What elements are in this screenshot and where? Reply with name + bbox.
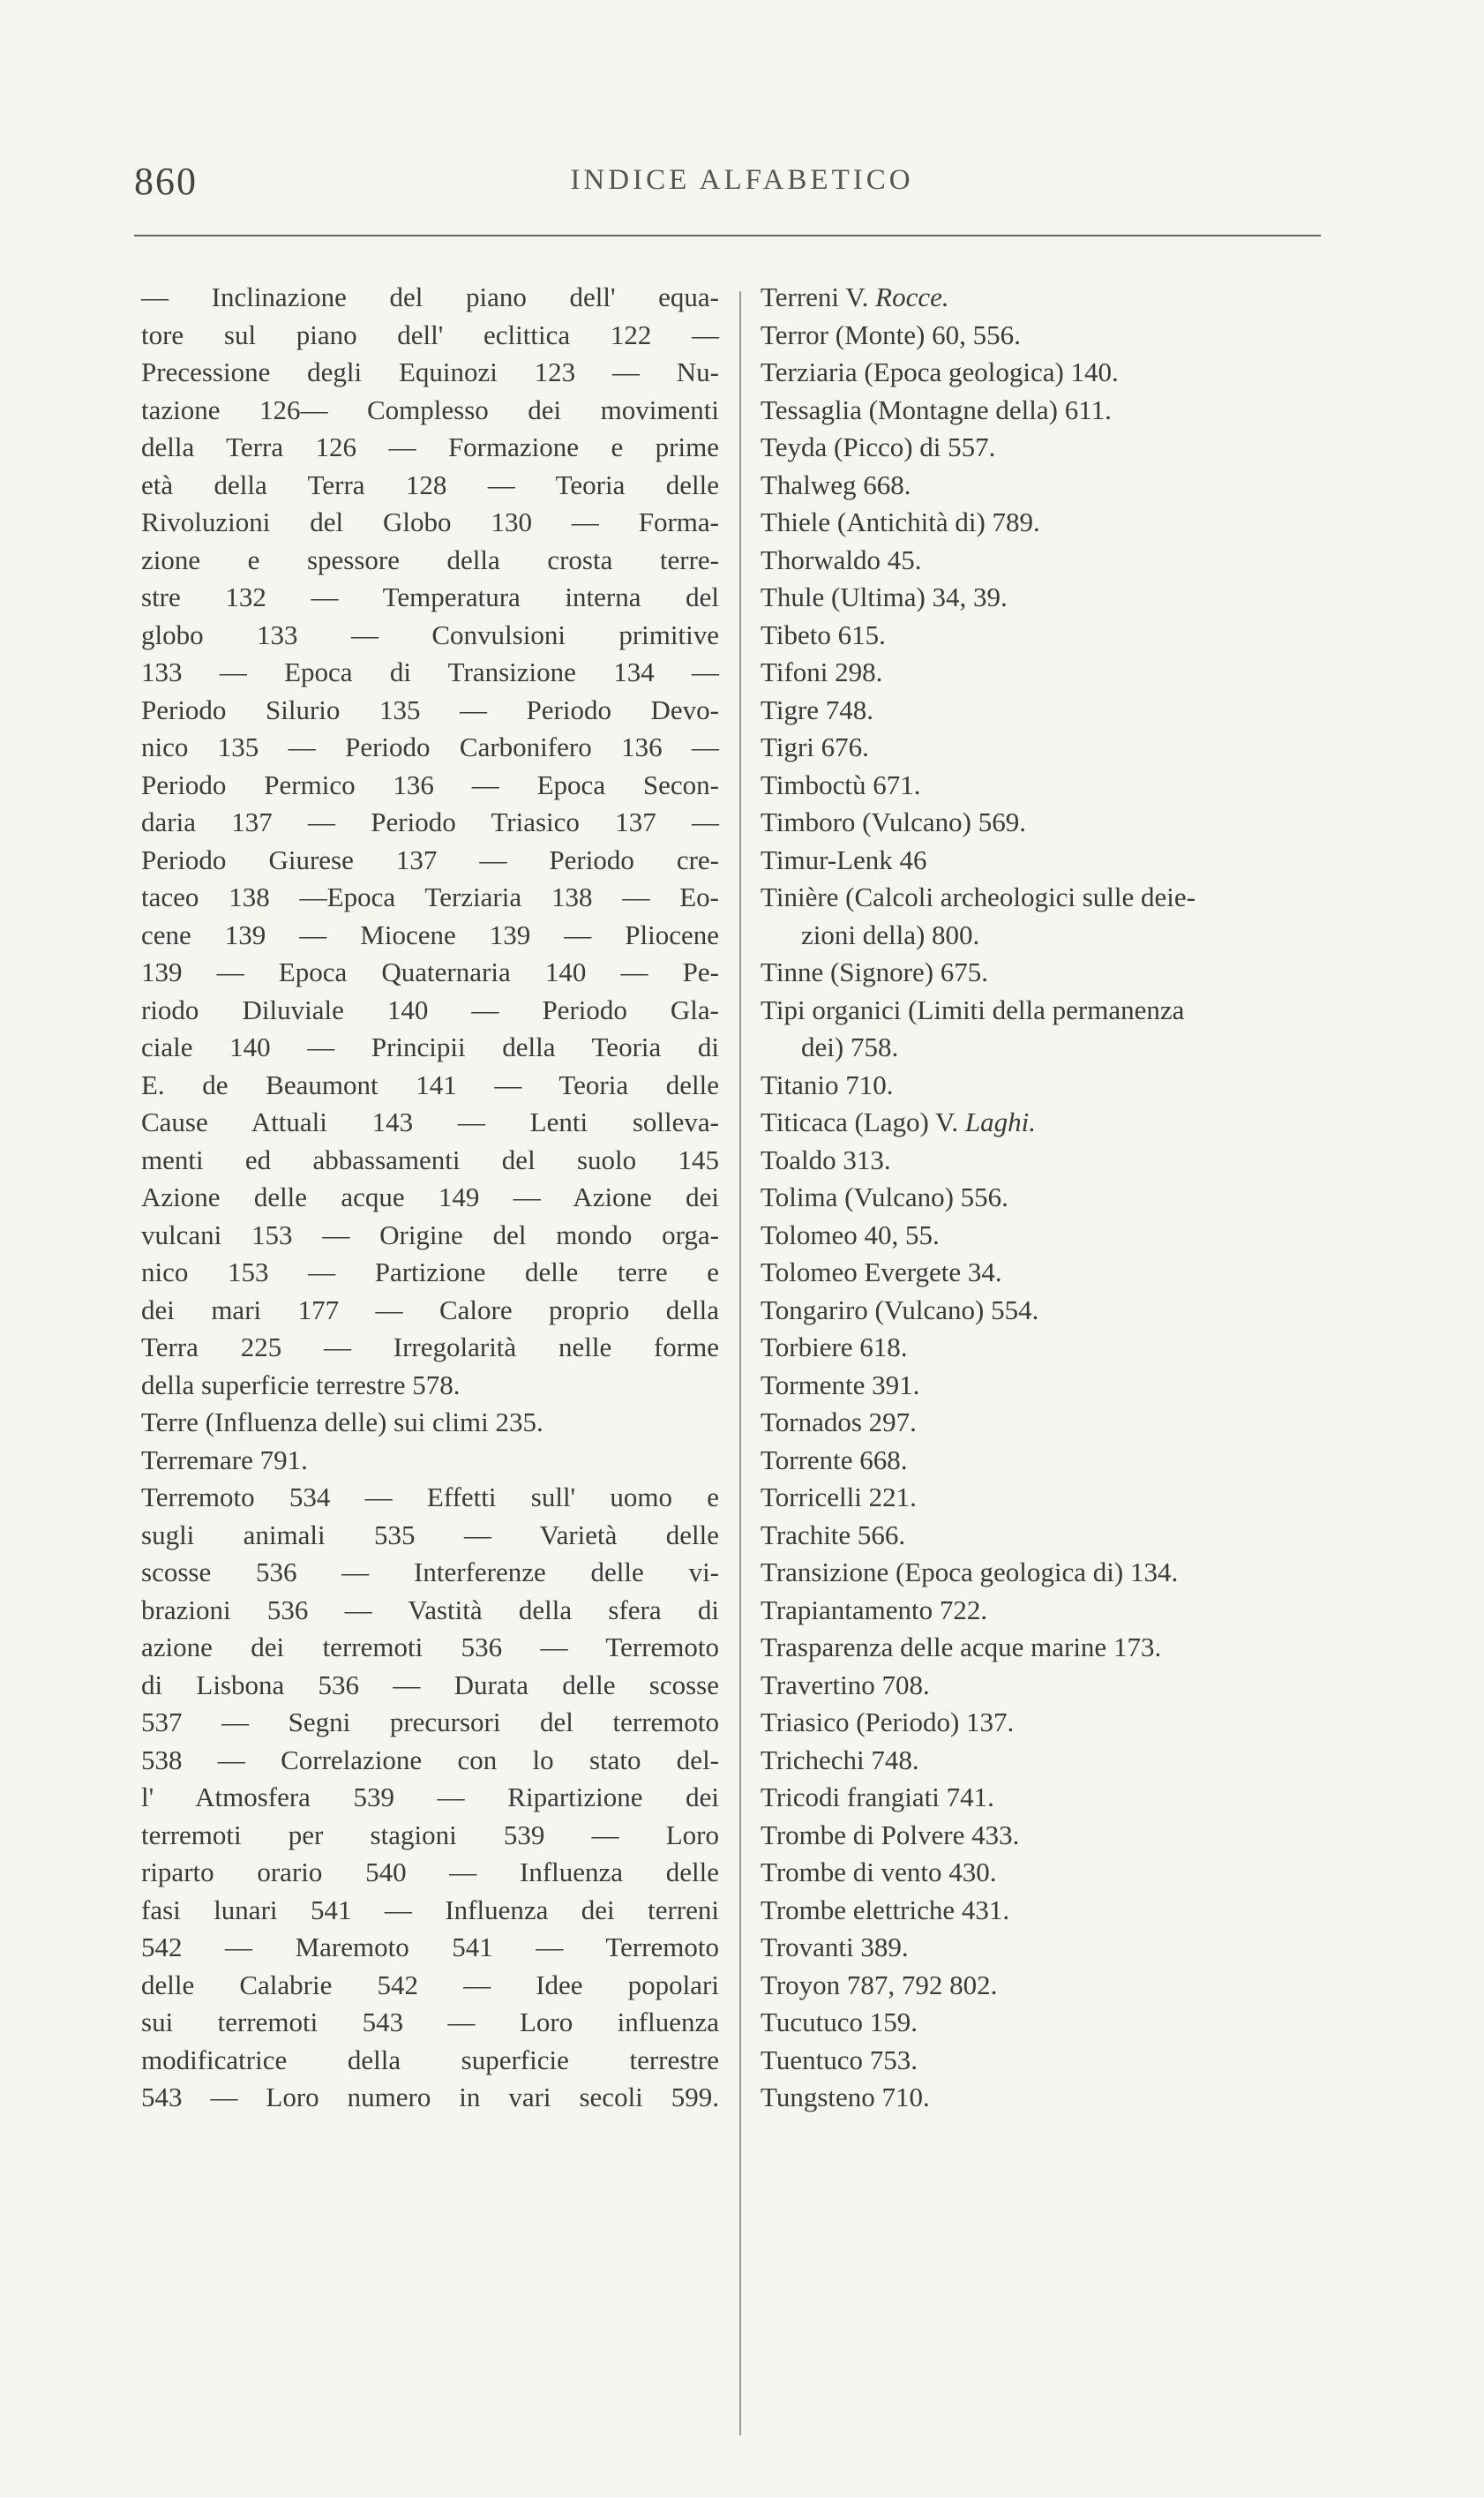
entry-text: della superficie terrestre 578. (141, 1369, 461, 1400)
entry-text: Toaldo 313. (761, 1144, 891, 1175)
entry-text: sugli animali 535 — Varietà delle (141, 1519, 719, 1550)
entry-text: Tessaglia (Montagne della) 611. (761, 394, 1112, 425)
entry-text: E. de Beaumont 141 — Teoria delle (141, 1069, 719, 1100)
entry-text: nico 153 — Partizione delle terre e (141, 1257, 719, 1287)
page-number: 860 (134, 160, 198, 203)
right-index-line (761, 1967, 1325, 2005)
entry-text: Tolima (Vulcano) 556. (761, 1181, 1008, 1212)
entry-text: Tongariro (Vulcano) 554. (761, 1294, 1039, 1325)
entry-text: Timur-Lenk 46 (761, 844, 927, 875)
entry-text: Terre (Influenza delle) sui climi 235. (141, 1407, 543, 1437)
left-index-line (141, 1629, 719, 1667)
entry-text: Tricodi frangiati 741. (761, 1782, 994, 1812)
entry-text: Torricelli 221. (761, 1482, 917, 1512)
cross-reference: Rocce. (875, 281, 949, 312)
left-index-line (141, 1067, 719, 1105)
entry-text: Trasparenza delle acque marine 173. (761, 1632, 1162, 1662)
entry-text: ciale 140 — Principii della Teoria di (141, 1031, 719, 1062)
entry-text: Tucutuco 159. (761, 2007, 918, 2037)
entry-text: Tungsteno 710. (761, 2082, 930, 2112)
right-index-line (761, 429, 1325, 467)
right-index-line (761, 1629, 1325, 1667)
right-index-line (761, 354, 1325, 392)
entry-text: Thorwaldo 45. (761, 544, 922, 575)
entry-text: Terreni V. (761, 281, 876, 312)
right-index-line (761, 1329, 1325, 1367)
entry-text: Trichechi 748. (761, 1744, 919, 1775)
right-index-line (761, 1442, 1325, 1480)
left-index-line (141, 392, 719, 430)
entry-text: Trachite 566. (761, 1519, 906, 1550)
entry-text: Tolomeo 40, 55. (761, 1219, 940, 1250)
right-index-line (761, 1779, 1325, 1817)
left-index-line (141, 1967, 719, 2005)
left-index-line (141, 1104, 719, 1142)
left-index-line (141, 1479, 719, 1517)
right-index-line (761, 767, 1325, 805)
right-column (761, 279, 1325, 2117)
column-divider (739, 291, 741, 2435)
entry-text: Tipi organici (Limiti della permanenza (761, 994, 1185, 1025)
right-index-line (761, 654, 1325, 692)
entry-text: Terziaria (Epoca geologica) 140. (761, 356, 1119, 387)
left-index-line (141, 1554, 719, 1592)
entry-text: Trapiantamento 722. (761, 1594, 988, 1625)
entry-text: Trovanti 389. (761, 1932, 909, 1962)
left-index-line (141, 279, 719, 317)
left-index-line (141, 1892, 719, 1930)
entry-text: Periodo Giurese 137 — Periodo cre- (141, 844, 719, 875)
left-index-line (141, 1404, 719, 1442)
left-index-line (141, 1742, 719, 1780)
entry-text: dei) 758. (801, 1031, 899, 1062)
entry-text: Titicaca (Lago) V. (761, 1106, 965, 1137)
right-index-line (761, 1067, 1325, 1105)
cross-reference: Laghi. (964, 1106, 1037, 1137)
entry-text: Teyda (Picco) di 557. (761, 431, 996, 462)
right-index-line (761, 954, 1325, 992)
right-index-line (761, 1479, 1325, 1517)
left-index-line (141, 1217, 719, 1255)
entry-text: 133 — Epoca di Transizione 134 — (141, 656, 719, 687)
entry-text: Thule (Ultima) 34, 39. (761, 581, 1008, 612)
entry-text: Periodo Permico 136 — Epoca Secon- (141, 769, 719, 800)
left-index-line (141, 767, 719, 805)
right-index-line (761, 1104, 1325, 1142)
entry-text: Tinne (Signore) 675. (761, 956, 989, 987)
right-index-line (761, 617, 1325, 655)
right-index-line (761, 579, 1325, 617)
left-index-line (141, 654, 719, 692)
right-index-line (761, 1367, 1325, 1405)
left-index-line (141, 2079, 719, 2117)
entry-text: Tibeto 615. (761, 619, 886, 650)
entry-text: Periodo Silurio 135 — Periodo Devo- (141, 694, 719, 725)
right-index-line (761, 1554, 1325, 1592)
left-index-line (141, 729, 719, 767)
right-index-line (761, 1667, 1325, 1705)
entry-text: taceo 138 —Epoca Terziaria 138 — Eo- (141, 881, 719, 912)
left-column (141, 279, 719, 2117)
right-index-line (761, 1404, 1325, 1442)
entry-text: 537 — Segni precursori del terremoto (141, 1707, 719, 1737)
entry-text: Trombe di vento 430. (761, 1857, 997, 1887)
left-index-line (141, 1029, 719, 1067)
entry-text: terremoti per stagioni 539 — Loro (141, 1819, 719, 1850)
entry-text: Rivoluzioni del Globo 130 — Forma- (141, 506, 719, 537)
left-index-line (141, 804, 719, 842)
entry-text: 538 — Correlazione con lo stato del- (141, 1744, 719, 1775)
entry-text: di Lisbona 536 — Durata delle scosse (141, 1669, 719, 1700)
left-index-line (141, 1929, 719, 1967)
left-index-line (141, 692, 719, 730)
right-index-line (761, 392, 1325, 430)
entry-text: Terremare 791. (141, 1444, 308, 1475)
left-index-line (141, 354, 719, 392)
left-index-line (141, 1329, 719, 1367)
entry-text: età della Terra 128 — Teoria delle (141, 469, 719, 500)
entry-text: brazioni 536 — Vastità della sfera di (141, 1594, 719, 1625)
entry-text: Titanio 710. (761, 1069, 894, 1100)
left-index-line (141, 542, 719, 580)
right-index-line (761, 992, 1325, 1030)
entry-text: Tolomeo Evergete 34. (761, 1257, 1002, 1287)
entry-text: menti ed abbassamenti del suolo 145 (141, 1144, 719, 1175)
right-index-line (761, 842, 1325, 880)
right-index-line (761, 917, 1325, 955)
left-index-line (141, 1592, 719, 1630)
entry-text: Tigre 748. (761, 694, 874, 725)
right-index-line (761, 1217, 1325, 1255)
entry-text: cene 139 — Miocene 139 — Pliocene (141, 919, 719, 950)
entry-text: riparto orario 540 — Influenza delle (141, 1857, 719, 1887)
entry-text: azione dei terremoti 536 — Terremoto (141, 1632, 719, 1662)
right-index-line (761, 1179, 1325, 1217)
right-index-line (761, 729, 1325, 767)
header-rule (134, 235, 1321, 236)
right-index-line (761, 1142, 1325, 1180)
right-index-line (761, 1892, 1325, 1930)
entry-text: Azione delle acque 149 — Azione dei (141, 1181, 719, 1212)
right-index-line (761, 1292, 1325, 1330)
left-index-line (141, 317, 719, 355)
entry-text: Transizione (Epoca geologica di) 134. (761, 1557, 1179, 1587)
right-index-line (761, 1029, 1325, 1067)
right-index-line (761, 2079, 1325, 2117)
entry-text: 542 — Maremoto 541 — Terremoto (141, 1932, 719, 1962)
entry-text: daria 137 — Periodo Triasico 137 — (141, 806, 719, 837)
left-index-line (141, 1854, 719, 1892)
entry-text: Thiele (Antichità di) 789. (761, 506, 1040, 537)
left-index-line (141, 1179, 719, 1217)
entry-text: 139 — Epoca Quaternaria 140 — Pe- (141, 956, 719, 987)
entry-text: riodo Diluviale 140 — Periodo Gla- (141, 994, 719, 1025)
right-index-line (761, 2004, 1325, 2042)
left-index-line (141, 842, 719, 880)
left-index-line (141, 467, 719, 505)
entry-text: Timboro (Vulcano) 569. (761, 806, 1026, 837)
entry-text: vulcani 153 — Origine del mondo orga- (141, 1219, 719, 1250)
entry-text: delle Calabrie 542 — Idee popolari (141, 1969, 719, 2000)
right-index-line (761, 467, 1325, 505)
right-index-line (761, 504, 1325, 542)
entry-text: globo 133 — Convulsioni primitive (141, 619, 719, 650)
entry-text: Torrente 668. (761, 1444, 908, 1475)
entry-text: Tuentuco 753. (761, 2044, 918, 2075)
right-index-line (761, 279, 1325, 317)
right-index-line (761, 1817, 1325, 1855)
entry-text: Tormente 391. (761, 1369, 920, 1400)
entry-text: Travertino 708. (761, 1669, 930, 1700)
right-index-line (761, 1929, 1325, 1967)
entry-text: della Terra 126 — Formazione e prime (141, 431, 719, 462)
right-index-line (761, 542, 1325, 580)
entry-text: Triasico (Periodo) 137. (761, 1707, 1015, 1737)
entry-text: Trombe di Polvere 433. (761, 1819, 1020, 1850)
right-index-line (761, 1704, 1325, 1742)
entry-text: Troyon 787, 792 802. (761, 1969, 998, 2000)
entry-text: Tigri 676. (761, 731, 869, 762)
right-index-line (761, 804, 1325, 842)
left-index-line (141, 2042, 719, 2080)
right-index-line (761, 692, 1325, 730)
entry-text: Cause Attuali 143 — Lenti solleva- (141, 1106, 719, 1137)
entry-text: Timboctù 671. (761, 769, 921, 800)
right-index-line (761, 1592, 1325, 1630)
left-index-line (141, 579, 719, 617)
entry-text: stre 132 — Temperatura interna del (141, 581, 719, 612)
left-index-line (141, 429, 719, 467)
left-index-line (141, 1367, 719, 1405)
right-index-line (761, 2042, 1325, 2080)
right-index-line (761, 1742, 1325, 1780)
left-index-line (141, 954, 719, 992)
entry-text: Tinière (Calcoli archeologici sulle deie- (761, 881, 1195, 912)
left-index-line (141, 504, 719, 542)
left-index-line (141, 917, 719, 955)
left-index-line (141, 1142, 719, 1180)
entry-text: — Inclinazione del piano dell' equa- (141, 281, 719, 312)
left-index-line (141, 1779, 719, 1817)
entry-text: nico 135 — Periodo Carbonifero 136 — (141, 731, 719, 762)
right-index-line (761, 1517, 1325, 1555)
entry-text: scosse 536 — Interferenze delle vi- (141, 1557, 719, 1587)
right-index-line (761, 1854, 1325, 1892)
entry-text: modificatrice della superficie terrestre (141, 2044, 719, 2075)
running-title: INDICE ALFABETICO (570, 164, 914, 196)
entry-text: tazione 126— Complesso dei movimenti (141, 394, 719, 425)
left-index-line (141, 617, 719, 655)
entry-text: Terror (Monte) 60, 556. (761, 319, 1021, 350)
left-index-line (141, 1442, 719, 1480)
entry-text: Tifoni 298. (761, 656, 883, 687)
right-index-line (761, 879, 1325, 917)
entry-text: Torbiere 618. (761, 1332, 908, 1362)
left-index-line (141, 1292, 719, 1330)
left-index-line (141, 1704, 719, 1742)
left-index-line (141, 992, 719, 1030)
right-index-line (761, 317, 1325, 355)
entry-text: 543 — Loro numero in vari secoli 599. (141, 2082, 719, 2112)
entry-text: sui terremoti 543 — Loro influenza (141, 2007, 719, 2037)
entry-text: fasi lunari 541 — Influenza dei terreni (141, 1894, 719, 1925)
left-index-line (141, 1517, 719, 1555)
entry-text: Thalweg 668. (761, 469, 911, 500)
right-index-line (761, 1254, 1325, 1292)
left-index-line (141, 879, 719, 917)
left-index-line (141, 1667, 719, 1705)
entry-text: Terra 225 — Irregolarità nelle forme (141, 1332, 719, 1362)
entry-text: zioni della) 800. (801, 919, 980, 950)
left-index-line (141, 2004, 719, 2042)
entry-text: tore sul piano dell' eclittica 122 — (141, 319, 719, 350)
entry-text: Trombe elettriche 431. (761, 1894, 1010, 1925)
entry-text: l' Atmosfera 539 — Ripartizione dei (141, 1782, 719, 1812)
left-index-line (141, 1817, 719, 1855)
entry-text: Terremoto 534 — Effetti sull' uomo e (141, 1482, 719, 1512)
entry-text: Precessione degli Equinozi 123 — Nu- (141, 356, 719, 387)
entry-text: dei mari 177 — Calore proprio della (141, 1294, 719, 1325)
entry-text: Tornados 297. (761, 1407, 917, 1437)
left-index-line (141, 1254, 719, 1292)
entry-text: zione e spessore della crosta terre- (141, 544, 719, 575)
